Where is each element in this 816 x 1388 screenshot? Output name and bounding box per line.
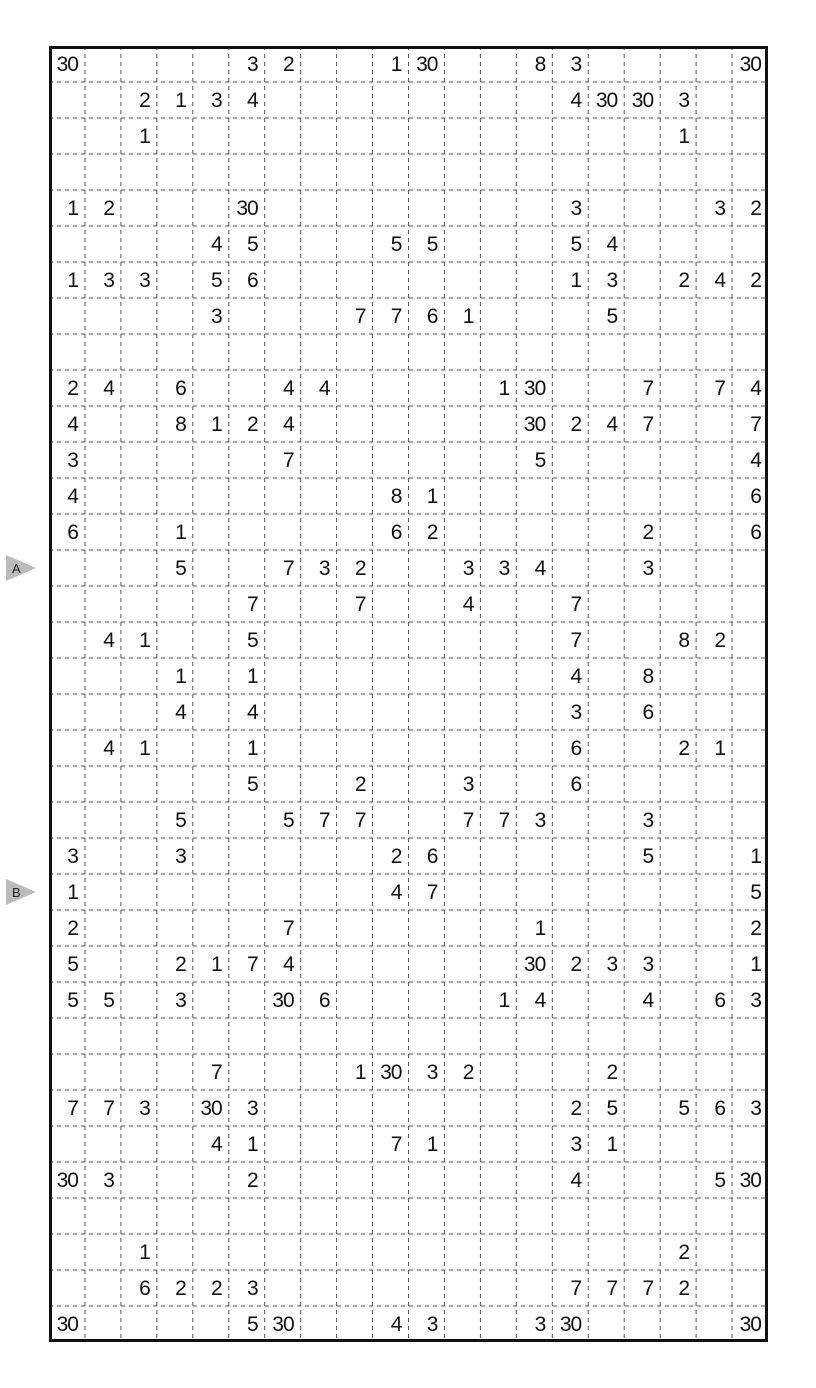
clue-cell: 1 (498, 989, 510, 1012)
clue-cell: 2 (750, 197, 761, 220)
puzzle-board (49, 46, 768, 1342)
clue-cell: 2 (175, 1277, 186, 1300)
clue-cell: 5 (606, 305, 618, 328)
clue-cell: 5 (642, 845, 654, 868)
clue-cell: 3 (642, 809, 654, 832)
clue-cell: 4 (103, 629, 114, 652)
clue-cell: 6 (390, 521, 402, 544)
clue-cell: 3 (678, 89, 690, 112)
clue-cell: 3 (462, 557, 474, 580)
clue-cell: 3 (247, 1097, 258, 1120)
clue-cell: 2 (570, 1097, 582, 1120)
clue-cell: 2 (426, 521, 438, 544)
clue-cell: 2 (354, 773, 366, 796)
clue-cell: 7 (498, 809, 510, 832)
clue-cell: 6 (570, 773, 582, 796)
clue-cell: 8 (175, 413, 186, 436)
clue-cell: 4 (750, 377, 761, 400)
clue-cell: 3 (318, 557, 330, 580)
clue-cell: 4 (570, 89, 582, 112)
clue-cell: 2 (570, 413, 582, 436)
clue-cell: 3 (606, 953, 618, 976)
row-marker-a (6, 554, 38, 582)
clue-cell: 30 (200, 1097, 222, 1120)
clue-cell: 6 (175, 377, 186, 400)
clue-cell: 7 (67, 1097, 78, 1120)
clue-cell: 1 (139, 1241, 150, 1264)
clue-cell: 4 (247, 89, 258, 112)
clue-cell: 7 (282, 449, 294, 472)
clue-cell: 4 (318, 377, 330, 400)
clue-cell: 1 (139, 629, 150, 652)
clue-cell: 7 (714, 377, 726, 400)
clue-cell: 4 (247, 701, 258, 724)
clue-cell: 30 (739, 1169, 761, 1192)
clue-cell: 7 (642, 413, 654, 436)
clue-cell: 1 (462, 305, 474, 328)
clue-cell: 5 (606, 1097, 618, 1120)
clue-cell: 1 (175, 521, 186, 544)
clue-cell: 6 (750, 521, 761, 544)
clue-cell: 7 (318, 809, 330, 832)
clue-cell: 1 (211, 953, 222, 976)
clue-cell: 6 (67, 521, 78, 544)
clue-cell: 1 (714, 737, 726, 760)
clue-cell: 6 (426, 845, 438, 868)
clue-cell: 2 (354, 557, 366, 580)
clue-cell: 7 (390, 1133, 402, 1156)
clue-cell: 4 (282, 953, 294, 976)
clue-cell: 4 (282, 377, 294, 400)
clue-cell: 30 (416, 53, 438, 76)
clue-cell: 5 (570, 233, 582, 256)
triangle-pointer-icon (6, 878, 38, 906)
clue-cell: 3 (750, 1097, 761, 1120)
clue-cell: 2 (67, 377, 78, 400)
clue-cell: 5 (211, 269, 222, 292)
clue-cell: 30 (595, 89, 618, 112)
clue-cell: 5 (750, 881, 761, 904)
clue-cell: 1 (175, 89, 186, 112)
clue-cell: 5 (175, 809, 186, 832)
row-marker-label: B (12, 885, 21, 900)
clue-cell: 7 (750, 413, 761, 436)
clue-cell: 3 (247, 1277, 258, 1300)
clue-cell: 6 (570, 737, 582, 760)
clue-cell: 5 (247, 773, 258, 796)
clue-cell: 7 (462, 809, 474, 832)
clue-cell: 2 (390, 845, 402, 868)
clue-cell: 2 (103, 197, 114, 220)
clue-cell: 2 (211, 1277, 222, 1300)
clue-cell: 30 (272, 1313, 294, 1336)
clue-cell: 1 (247, 665, 258, 688)
clue-cell: 5 (282, 809, 294, 832)
clue-cell: 5 (678, 1097, 690, 1120)
clue-cell: 5 (534, 449, 546, 472)
clue-cell: 6 (642, 701, 654, 724)
clue-cell: 30 (559, 1313, 582, 1336)
clue-cell: 30 (523, 953, 546, 976)
clue-cell: 7 (570, 629, 582, 652)
clue-cell: 4 (750, 449, 761, 472)
clue-cell: 30 (56, 1313, 78, 1336)
clue-cell: 3 (103, 1169, 114, 1192)
triangle-pointer-icon (6, 554, 38, 582)
clue-cell: 6 (139, 1277, 150, 1300)
clue-cell: 3 (570, 701, 582, 724)
clue-cell: 4 (570, 665, 582, 688)
clue-cell: 1 (750, 953, 761, 976)
clue-cell: 6 (426, 305, 438, 328)
clue-cell: 3 (750, 989, 761, 1012)
clue-cell: 6 (318, 989, 330, 1012)
clue-cell: 4 (175, 701, 186, 724)
clue-cell: 6 (750, 485, 761, 508)
clue-cell: 1 (67, 881, 78, 904)
clue-cell: 1 (211, 413, 222, 436)
clue-cell: 30 (380, 1061, 402, 1084)
clue-cell: 8 (534, 53, 546, 76)
clue-cell: 3 (570, 1133, 582, 1156)
clue-cell: 2 (282, 53, 294, 76)
clue-cell: 30 (523, 377, 546, 400)
clue-cell: 30 (236, 197, 258, 220)
clue-cell: 2 (570, 953, 582, 976)
clue-cell: 2 (678, 1277, 690, 1300)
clue-cell: 3 (211, 89, 222, 112)
clue-cell: 2 (247, 413, 258, 436)
clue-cell: 1 (354, 1061, 366, 1084)
clue-cell: 7 (247, 593, 258, 616)
clue-cell: 1 (67, 197, 78, 220)
clue-cell: 3 (462, 773, 474, 796)
clue-cell: 1 (534, 917, 546, 940)
clue-cell: 7 (247, 953, 258, 976)
clue-cell: 2 (678, 269, 690, 292)
clue-cell: 7 (642, 377, 654, 400)
clue-cell: 8 (390, 485, 402, 508)
clue-cell: 7 (426, 881, 438, 904)
clue-cell: 5 (390, 233, 402, 256)
clue-cell: 7 (606, 1277, 618, 1300)
clue-cell: 1 (426, 485, 438, 508)
clue-cell: 5 (247, 1313, 258, 1336)
clue-cell: 7 (570, 1277, 582, 1300)
clue-cell: 1 (498, 377, 510, 400)
clue-cell: 6 (714, 1097, 726, 1120)
clue-cell: 3 (498, 557, 510, 580)
clue-cell: 30 (631, 89, 654, 112)
clue-cell: 5 (247, 629, 258, 652)
clue-cell: 7 (354, 809, 366, 832)
clue-cell: 1 (67, 269, 78, 292)
clue-cell: 4 (390, 1313, 402, 1336)
clue-cell: 5 (67, 989, 78, 1012)
clue-cell: 3 (534, 809, 546, 832)
clue-cell: 1 (678, 125, 690, 148)
clue-cell: 4 (714, 269, 726, 292)
clue-cell: 1 (139, 125, 150, 148)
clue-cell: 1 (750, 845, 761, 868)
clue-cell: 6 (247, 269, 258, 292)
clue-cell: 4 (103, 737, 114, 760)
clue-cell: 4 (67, 485, 78, 508)
clue-cell: 2 (642, 521, 654, 544)
clue-cell: 3 (139, 269, 150, 292)
clue-cell: 5 (714, 1169, 726, 1192)
clue-cell: 7 (570, 593, 582, 616)
row-marker-label: A (12, 561, 21, 576)
clue-cell: 4 (103, 377, 114, 400)
clue-cell: 6 (714, 989, 726, 1012)
clue-cell: 3 (67, 449, 78, 472)
clue-cell: 4 (642, 989, 654, 1012)
clue-cell: 3 (570, 53, 582, 76)
clue-cell: 2 (678, 737, 690, 760)
clue-cell: 3 (103, 269, 114, 292)
clue-cell: 4 (534, 557, 546, 580)
clue-cell: 1 (570, 269, 582, 292)
clue-cell: 3 (534, 1313, 546, 1336)
clue-cell: 4 (570, 1169, 582, 1192)
clue-cell: 4 (211, 233, 222, 256)
clue-cell: 4 (67, 413, 78, 436)
clue-cell: 2 (175, 953, 186, 976)
clue-cell: 5 (247, 233, 258, 256)
clue-cell: 4 (211, 1133, 222, 1156)
clue-cell: 2 (714, 629, 726, 652)
clue-cell: 3 (139, 1097, 150, 1120)
clue-cell: 3 (642, 557, 654, 580)
clue-cell: 3 (570, 197, 582, 220)
clue-cell: 1 (175, 665, 186, 688)
row-marker-b (6, 878, 38, 906)
clue-cell: 3 (642, 953, 654, 976)
clue-cell: 30 (523, 413, 546, 436)
clue-cell: 8 (678, 629, 690, 652)
clue-cell: 3 (247, 53, 258, 76)
clue-cell: 4 (390, 881, 402, 904)
clue-cell: 8 (642, 665, 654, 688)
clue-cell: 30 (739, 53, 761, 76)
clue-cell: 30 (739, 1313, 761, 1336)
clue-cell: 4 (282, 413, 294, 436)
clue-cell: 30 (56, 53, 78, 76)
clue-cell: 3 (714, 197, 726, 220)
clue-cell: 3 (175, 989, 186, 1012)
clue-cell: 1 (390, 53, 402, 76)
clue-cell: 7 (354, 305, 366, 328)
clue-cell: 1 (606, 1133, 618, 1156)
clue-cell: 7 (390, 305, 402, 328)
clue-cell: 7 (282, 917, 294, 940)
clue-cell: 5 (103, 989, 114, 1012)
clue-cell: 3 (211, 305, 222, 328)
clue-cell: 3 (426, 1313, 438, 1336)
clue-cell: 2 (678, 1241, 690, 1264)
clue-cell: 5 (67, 953, 78, 976)
clue-cell: 7 (354, 593, 366, 616)
clue-cell: 2 (750, 917, 761, 940)
clue-cell: 4 (606, 233, 618, 256)
clue-cell: 4 (606, 413, 618, 436)
clue-cell: 4 (534, 989, 546, 1012)
clue-cell: 3 (175, 845, 186, 868)
clue-cell: 3 (426, 1061, 438, 1084)
clue-cell: 2 (750, 269, 761, 292)
clue-cell: 2 (67, 917, 78, 940)
clue-cell: 2 (139, 89, 150, 112)
clue-cell: 30 (272, 989, 294, 1012)
clue-cell: 7 (211, 1061, 222, 1084)
clue-cell: 30 (56, 1169, 78, 1192)
clue-cell: 3 (67, 845, 78, 868)
clue-cell: 5 (426, 233, 438, 256)
clue-cell: 1 (426, 1133, 438, 1156)
clue-cell: 3 (606, 269, 618, 292)
clue-cell: 1 (139, 737, 150, 760)
clue-cell: 7 (103, 1097, 114, 1120)
clue-cell: 2 (247, 1169, 258, 1192)
clue-cell: 1 (247, 1133, 258, 1156)
clue-cell: 7 (282, 557, 294, 580)
clue-cell: 2 (606, 1061, 618, 1084)
clue-cell: 5 (175, 557, 186, 580)
clue-cell: 7 (642, 1277, 654, 1300)
clue-cell: 2 (462, 1061, 474, 1084)
clue-cell: 4 (462, 593, 474, 616)
clue-cell: 1 (247, 737, 258, 760)
